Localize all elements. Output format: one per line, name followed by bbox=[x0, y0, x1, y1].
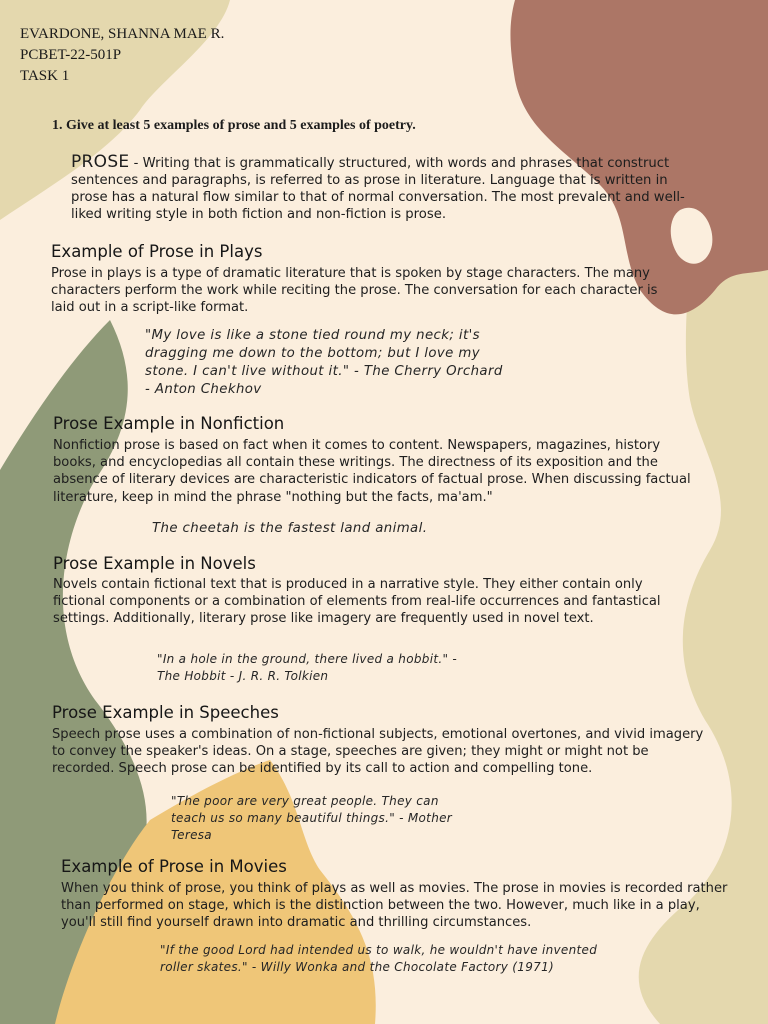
section-code: PCBET-22-501P bbox=[20, 47, 122, 63]
prose-definition bbox=[71, 154, 691, 223]
quote-movies: "If the good Lord had intended us to walk, he wouldn't have invented roller skates." - Willy Wonka and the Chocolate Factory (1971) bbox=[160, 943, 598, 974]
student-info bbox=[20, 24, 224, 87]
student-name: EVARDONE, SHANNA MAE R. bbox=[20, 26, 225, 42]
definition-text: - Writing that is grammatically structured, with words and phrases that construct sentences and paragraphs, is referred to as prose in literature. Language that is written in prose has a natural flow similar to that of normal conversation. The most prevalent and well-liked writing style in both fiction and non-fiction is prose. bbox=[71, 156, 685, 222]
section-heading-movies: Example of Prose in Movies bbox=[61, 857, 287, 876]
quote-novels: "In a hole in the ground, there lived a hobbit." - The Hobbit - J. R. R. Tolkien bbox=[157, 652, 458, 683]
section-heading-nonfiction: Prose Example in Nonfiction bbox=[53, 414, 285, 433]
question-heading: 1. Give at least 5 examples of prose and 5 examples of poetry. bbox=[52, 118, 416, 133]
section-body-speeches: Speech prose uses a combination of non-fictional subjects, emotional overtones, and vivid imagery to convey the speaker's ideas. On a stage, speeches are given; they might or might not be recorded. Speech prose can be identified by its call to action and compelling tone. bbox=[52, 727, 704, 777]
task-label: TASK 1 bbox=[20, 68, 70, 84]
section-body-novels: Novels contain fictional text that is produced in a narrative style. They either contain only fictional components or a combination of elements from real-life occurrences and fantastical settings. Additionally, literary prose like imagery are frequently used in novel text. bbox=[53, 577, 661, 627]
quote-plays: "My love is like a stone tied round my neck; it's dragging me down to the bottom; but I love my stone. I can't live without it." - The Cherry Orchard - Anton Chekhov bbox=[145, 328, 503, 397]
section-body-plays: Prose in plays is a type of dramatic literature that is spoken by stage characters. The many characters perform the work while reciting the prose. The conversation for each character is laid out in a script-like format. bbox=[51, 266, 658, 316]
section-heading-speeches: Prose Example in Speeches bbox=[52, 703, 279, 722]
quote-speeches: "The poor are very great people. They can teach us so many beautiful things." - Mother Teresa bbox=[171, 794, 453, 842]
section-body-movies: When you think of prose, you think of plays as well as movies. The prose in movies is recorded rather than performed on stage, which is the distinction between the two. However, much like in a play, you'll still find yourself drawn into dramatic and thrilling circumstances. bbox=[61, 881, 728, 931]
section-heading-novels: Prose Example in Novels bbox=[53, 554, 256, 573]
definition-term: PROSE bbox=[71, 152, 130, 172]
quote-nonfiction: The cheetah is the fastest land animal. bbox=[152, 521, 428, 536]
section-heading-plays: Example of Prose in Plays bbox=[51, 242, 263, 261]
section-body-nonfiction: Nonfiction prose is based on fact when it comes to content. Newspapers, magazines, history books, and encyclopedias all contain these writings. The directness of its exposition and the absence of literary devices are characteristic indicators of factual prose. When discussing factual literature, keep in mind the phrase "nothing but the facts, ma'am." bbox=[53, 438, 691, 505]
